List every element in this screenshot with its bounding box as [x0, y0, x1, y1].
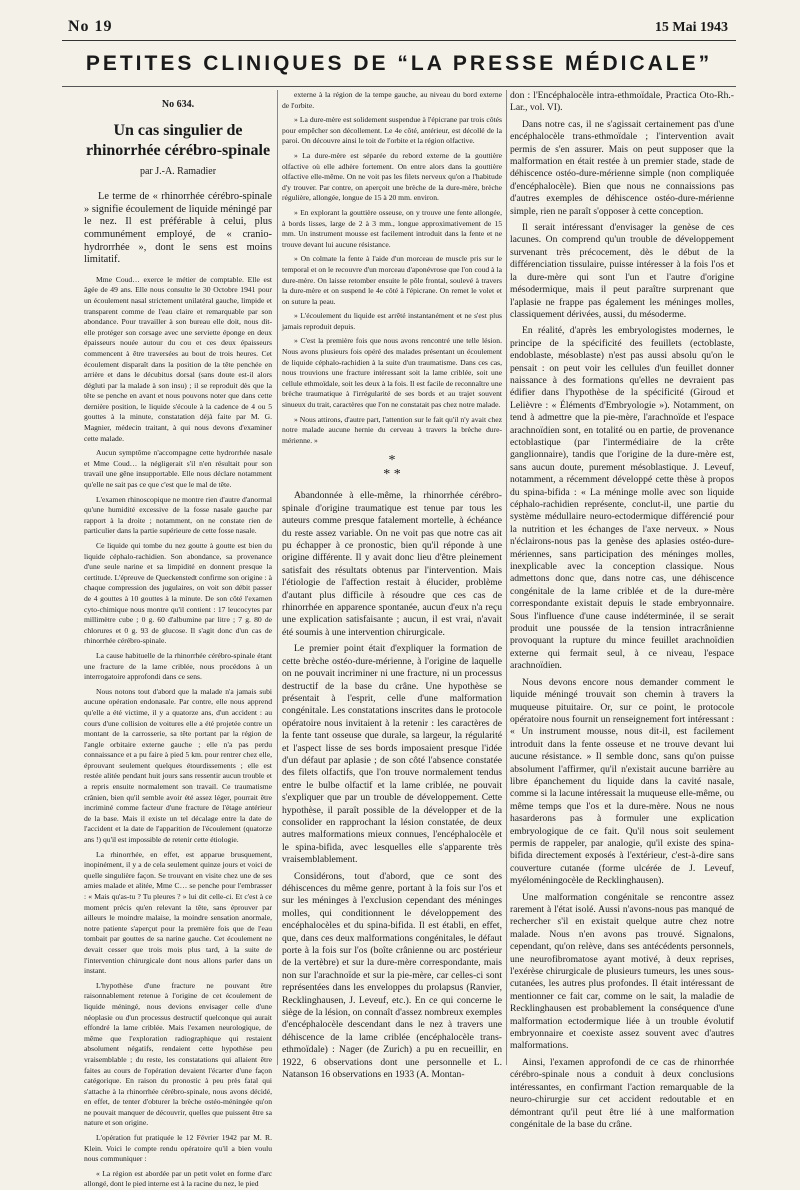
paragraph: Nous devons encore nous demander comment le liquide méningé trouvait son chemin à travers la muqueuse pituitaire. Or, sur ce point, le protocole opératoire nous fournit un renseignement fort intéressant : « Un instrument mousse, nous dit-il, est facilement introduit dans la fente osseuse et ne trouve devant lui aucune résistance. » Il semble donc, sans qu'on puisse absolument l'affirmer, qu'il n'existait aucune barrière au libre épanchement du liquide dans la cavité nasale, comme si la lacune intéressait la muqueuse elle-même, ou même temps que l'os et la dure-mère. Nous ne nous hasarderons pas à formuler une explication embryologique de ce fait. Qu'il nous soit seulement permis de rappeler, par analogie, qu'il existe des spina-bifida directement exposés à l'extérieur, c'est-à-dire sans couverture cutanée (forme ulcérée de J. Leveuf, myéloméningocèle de Recklinghausen).	[510, 676, 734, 887]
paragraph: » La dure-mère est solidement suspendue à l'épicrane par trois côtés pour empêcher son décollement. Le 4e côté, antérieur, est décollé de la paroi. On découvre ainsi le toit de l'orbite et la région olfactive.	[282, 115, 502, 146]
paragraph: L'examen rhinoscopique ne montre rien d'autre d'anormal qu'une humidité excessive de la fosse nasale gauche par rapport à la droite ; notamment, on ne constate rien de particulier dans la partie supérieure de cette fosse nasale.	[84, 494, 272, 536]
header-rule	[62, 40, 736, 41]
paragraph: La rhinorrhée, en effet, est apparue brusquement, inopinément, il y a de cela seulement quinze jours et voici de quelle singulière façon. Se trouvant en visite chez une de ses amies malade et alitée, Mme C… se penche pour l'embrasser : « Mais qu'as-tu ? Tu pleures ? » lui dit celle-ci. Et c'est à ce moment précis qu'en relevant la tête, sans éprouver par ailleurs le moindre malaise, la moindre sensation anormale, notre patiente s'aperçut pour la première fois que de l'eau tombait par gouttes de sa narine gauche. Cet écoulement ne devait cesser que trois mois plus tard, à la suite de l'intervention chirurgicale dont nous allons parler dans un instant.	[84, 849, 272, 976]
paragraph: don : l'Encéphalocèle intra-ethmoïdale, Practica Oto-Rh.-Lar., vol. VI).	[510, 90, 734, 114]
paragraph: L'hypothèse d'une fracture ne pouvant être raisonnablement retenue à l'origine de cet écoulement de liquide méningé, nous devions envisager celle d'une néoplasie ou d'un processus destructif quelconque qui aurait effondré la lame criblée. Mais l'examen neurologique, de même que l'exploration radiographique qui restaient absolument négatifs, rendaient cette hypothèse peu vraisemblable ; du reste, les constatations qui allaient être faites au cours de l'opération devaient l'écarter d'une façon catégorique. En raison du pronostic à peu près fatal qui s'attache à la rhinorrhée cérébro-spinale, nous avons décidé, en effet, de tenter d'obturer la brèche ostéo-méningée qu'on ne pouvait manquer de découvrir, quelles que puissent être sa nature et son origine.	[84, 980, 272, 1128]
article-author: par J.-A. Ramadier	[139, 165, 217, 177]
issue-number: No 19	[68, 18, 113, 35]
paragraph: Mme Coud… exerce le métier de comptable. Elle est âgée de 49 ans. Elle nous consulte le 30 Octobre 1941 pour un écoulement nasal strictement unilatéral gauche, limpide et transparent comme de l'eau claire et remarquable par son abondance. Pour travailler à son bureau elle doit, nous dit-elle protéger son corsage avec une serviette éponge en deux épaisseurs nouée autour du cou et ces deux épaisseurs commencent à être traversées au bout de trois heures. Cet écoulement disparaît dans la position de la tête penchée en arrière et dans le décubitus dorsal (sans doute est-il alors dégluti par la malade à son insu) ; il se reproduit dès que la tête se penche en avant et nous pouvons noter que dans cette dernière position, le liquide s'écoule à la cadence de 4 ou 5 gouttes à la minute, constatation déjà faite par M. G. Magnier, médecin traitant, à qui nous devons d'examiner cette malade.	[84, 274, 272, 443]
paragraph: » La dure-mère est séparée du rebord externe de la gouttière olfactive où elle adhère fortement. On entre alors dans la gouttière olfactive elle-même. On ne voit pas les filets nerveux qu'on a l'habitude d'y trouver. Par contre, on aperçoit une brèche de la dure-mère, brèche régulière, allongée, longue de 15 à 20 mm. environ.	[282, 150, 502, 203]
paragraph: » L'écoulement du liquide est arrêté instantanément et ne s'est plus jamais reproduit depuis.	[282, 311, 502, 331]
column-2	[282, 90, 502, 1081]
paragraph: » C'est la première fois que nous avons rencontré une telle lésion. Nous avons plusieurs fois opéré des malades présentant un écoulement de liquide céphalo-rachidien à la suite d'un traumatisme. Dans ces cas, nous trouvions une fracture intéressant soit la lame criblée, soit une cellule ethmoïdale, soit les deux à la fois. Il est facile de reconnaître une brèche traumatique à l'irrégularité de ses bords et au trajet souvent sinueux du trait, caractères que l'on ne constatait pas chez notre malade.	[282, 336, 502, 410]
paragraph: Nous notons tout d'abord que la malade n'a jamais subi aucune opération endonasale. Par contre, elle nous apprend qu'elle a été victime, il y a quatorze ans, d'un accident : au cours d'une collision de voitures elle a été projetée contre un montant de la carrosserie, sa tête portant par la région de l'angle orbitaire externe gauche ; elle n'a pas perdu connaissance et a pu faire à pied 5 km. pour rentrer chez elle, éprouvant seulement quelques étourdissements ; elle est restée alitée pendant huit jours sans ressentir aucun trouble et a repris ensuite normalement son travail. Ce traumatisme crânien, bien qu'il semble avoir été assez léger, pourrait être incriminé comme facteur d'une fracture de l'étage antérieur de la base. Mais il existe un tel décalage entre la date de l'accident et la date de l'apparition de l'écoulement (quatorze ans !) qu'il est impossible de retenir cette étiologie.	[84, 686, 272, 845]
paragraph: En réalité, d'après les embryologistes modernes, le principe de la spécificité des feuillets (ectoblaste, endoblaste, mésoblaste) n'est pas aussi absolu qu'on le pensait : on peut voir les cellules d'un feuillet donner naissance à des formations qu'elles ne devraient pas édifier dans l'hypothèse de la spécificité (Giroud et Lelièvre : « Éléments d'Embryologie »). Notamment, on tend à admettre que la pie-mère, l'arachnoïde et l'espace arachnoïdien sont, en totalité ou en partie, de provenance ectoblastique (par l'intermédiaire de la crête ganglionnaire), tandis que l'origine de la dure-mère est, sans aucun doute, purement mésoblastique. J. Leveuf, notamment, a récemment développé cette thèse à propos du spina-bifida : « La méninge molle avec son liquide céphalo-rachidien représente, conclut-il, une partie du système médullaire neuro-ectodermique différencié pour la nutrition et les échanges de l'axe nerveux. » Nous n'éclairons-nous pas la genèse des aplasies ostéo-dure-mériennes, sans participation des méninges molles, inexplicable avec la conception classique. Nous admettons donc que, dans notre cas, une déhiscence congénitale de la lame criblée et de la dure-mère correspondante existait depuis le stade embryonnaire. Sous l'influence d'une cause indéterminée, il se serait produit une poussée de la tension intracrânienne provoquant la rupture du mince feuillet arachnoïdien externe qui fermait seul, à ce niveau, l'espace arachnoïdien.	[510, 325, 734, 672]
masthead-rule	[62, 86, 736, 87]
column-1	[84, 90, 272, 1189]
paragraph: Considérons, tout d'abord, que ce sont des déhiscences du même genre, portant à la fois sur l'os et sur les méninges à l'exclusion cependant des méninges molles, qui conditionnent le développement des encéphalocèles et du spina-bifida. Il est établi, en effet, que, dans ces deux malformations congénitales, le défaut porte à la fois sur l'os (boîte crânienne ou arc postérieur de la vertèbre) et sur la dure-mère correspondante, mais non sur l'arachnoïde et sur la pie-mère, car celles-ci sont représentées dans les enveloppes du prolapsus (Ranvier, Recklinghausen, J. Leveuf, etc.). En ce qui concerne le siège de la lésion, on connaît d'assez nombreux exemples d'encéphalocèle descendant dans le nez à travers une déhiscence de la lame criblée (encéphalocèle trans-ethmoïdale) : Nager (de Zurich) a pu en recueillir, en 1922, 6 observations dont une personnelle et L. Natanson 16 observations en 1933 (A. Montan-	[282, 870, 502, 1081]
issue-date: 15 Mai 1943	[654, 20, 728, 35]
column-divider	[506, 90, 507, 1065]
paragraph: » On colmate la fente à l'aide d'un morceau de muscle pris sur le temporal et on le recouvre d'un morceau d'aponévrose que l'on coud à la dure-mère. On laisse retomber ensuite le pôle frontal, soulevé à travers la dure-mère et on suspend le 4e côté à l'épicrane. On remet le volet et on suture la peau.	[282, 254, 502, 306]
paragraph: « La région est abordée par un petit volet en forme d'arc allongé, dont le pied interne est à la racine du nez, le pied	[84, 1168, 272, 1189]
paragraph: Ainsi, l'examen approfondi de ce cas de rhinorrhée cérébro-spinale nous a conduit à deux conclusions intéressantes, en confirmant l'action remarquable de la neuro-chirurgie sur cet accident redoutable et en démontrant qu'il peut être lié à une malformation congénitale de la base du crâne.	[510, 1056, 734, 1130]
section-separator: * * *	[383, 453, 401, 483]
paragraph: L'opération fut pratiquée le 12 Février 1942 par M. R. Klein. Voici le compte rendu opératoire qu'il a bien voulu nous communiquer :	[84, 1133, 272, 1164]
paragraph: Une malformation congénitale se rencontre assez rarement à l'état isolé. Aussi n'avons-nous pas manqué de rechercher s'il en existait quelque autre chez notre malade. Nous n'en avons pas trouvé. Signalons, cependant, qu'on relève, dans ses antécédents personnels, une neurofibromatose ayant motivé, à deux reprises, l'exérèse chirurgicale de plusieurs tumeurs, les unes sous-cutanées, les autres plus profondes. Il était intéressant de mentionner ce fait car, comme on le sait, la maladie de Recklinghausen est probablement la conséquence d'une malformation ectodermique liée à un trouble évolutif embryonnaire et coexiste assez souvent avec d'autres malformations.	[510, 891, 734, 1052]
paragraph: Abandonnée à elle-même, la rhinorrhée cérébro-spinale d'origine traumatique est tenue par tous les auteurs comme presque fatalement mortelle, à échéance du reste assez variable. On ne voit pas que notre cas ait pu échapper à ce pronostic, bien qu'il réponde à une origine différente. Il y avait donc lieu d'être pleinement satisfait des résultats obtenus par l'intervention. Mais l'étiologie de l'affection restait à élucider, problème d'autant plus difficile à résoudre que ces cas de rhinorrhée en apparence spontanée, aucun d'eux n'a reçu une explication satisfaisante ; aucun, il est vrai, n'avait été soumis à une intervention chirurgicale.	[282, 490, 502, 638]
paragraph: externe à la région de la tempe gauche, au niveau du bord externe de l'orbite.	[282, 90, 502, 110]
article-number: No 634.	[161, 99, 195, 110]
paragraph: Ce liquide qui tombe du nez goutte à goutte est bien du liquide céphalo-rachidien. Son abondance, sa provenance d'une seule narine et sa limpidité en donnent presque la certitude. L'épreuve de Queckenstedt confirme son origine : à chaque compression des jugulaires, on voit son débit passer de 4 gouttes à 10 gouttes à la minute. De son côté l'examen cyto-chimique nous montre qu'il contient : 17 leucocytes par millimètre cube ; 0 g. 60 d'albumine par litre ; 7 g. 80 de chlorures et 0 g. 93 de glucose. Il s'agit donc d'un cas de rhinorrhée cérébro-spinale.	[84, 541, 272, 646]
paragraph: Le premier point était d'expliquer la formation de cette brèche ostéo-dure-mérienne, à l'origine de laquelle on ne pouvait incriminer ni une fracture, ni un processus destructif de la base du crâne. Une hypothèse se présentait à l'esprit, celle d'une malformation congénitale. Les constatations inscrites dans le protocole opératoire nous invitaient à la retenir : les caractères de la fente tant osseuse que durale, sa largeur, la régularité et l'aspect lisse de ses bords imposaient presque l'idée d'un défaut par aplasie ; de son côté l'absence constatée des filets olfactifs, que l'on trouve normalement tendus entre le bulbe olfactif et la lame criblée, ne pouvait s'expliquer que par un trouble de développement. Cette hypothèse, il paraît possible de la développer et de la consolider en rapprochant la lésion constatée, de deux autres malformations mieux connues, l'encéphalocèle et le spina-bifida, avec lesquelles elle s'apparente très vraisemblablement.	[282, 643, 502, 866]
masthead: PETITES CLINIQUES DE “LA PRESSE MÉDICALE”	[85, 52, 713, 75]
paragraph: Il serait intéressant d'envisager la genèse de ces lacunes. On comprend qu'un trouble de développement survenant très précocement, dès le début de la différenciation tissulaire, puisse intéresser à la fois l'os et la dure-mère qui sont l'un et l'autre d'origine mésodermique, mais il peut paraître surprenant que l'aplasie ne frappe pas également les méninges molles, classiquement dérivées, aussi, du mésoderme.	[510, 222, 734, 320]
article-title: Un cas singulier de rhinorrhée cérébro-spinale	[85, 121, 271, 159]
column-3	[510, 90, 734, 1130]
paragraph: La cause habituelle de la rhinorrhée cérébro-spinale étant une fracture de la lame criblée, nous procédons à un interrogatoire approfondi dans ce sens.	[84, 650, 272, 682]
column-divider	[277, 90, 278, 1065]
paragraph: » Nous attirons, d'autre part, l'attention sur le fait qu'il n'y avait chez notre malade aucune hernie du cerveau à travers la brèche dure-mérienne. »	[282, 414, 502, 445]
paragraph: » En explorant la gouttière osseuse, on y trouve une fente allongée, à bords lisses, large de 2 à 3 mm., longue approximativement de 15 mm. Un instrument mousse est facilement introduit dans la fente et ne trouve devant lui aucune résistance.	[282, 207, 502, 249]
paragraph: Dans notre cas, il ne s'agissait certainement pas d'une encéphalocèle trans-ethmoïdale ; l'intervention avait permis de s'en assurer. Mais on peut supposer que la malformation en était restée à un premier stade, stade de déhiscence ostéo-dure-mérienne simple (non compliquée d'encéphalocèle). Bien que nous ne connaissions pas d'autres exemples de déhiscence ostéo-dure-mérienne simple, rien ne paraît s'opposer à cette conception.	[510, 118, 734, 217]
lead-paragraph: Le terme de « rhinorrhée cérébro-spinale » signifie écoulement de liquide méningé par le nez. Il est préférable à celui, plus communément employé, de « cranio-hydrorrhée », dont le sens est moins limitatif.	[84, 191, 272, 266]
paragraph: Aucun symptôme n'accompagne cette hydrorrhée nasale et Mme Coud… la négligerait s'il n'en résultait pour son travail une gêne insupportable. Elle nous déclare notamment qu'elle ne sait pas ce que c'est que le mal de tête.	[84, 448, 272, 490]
